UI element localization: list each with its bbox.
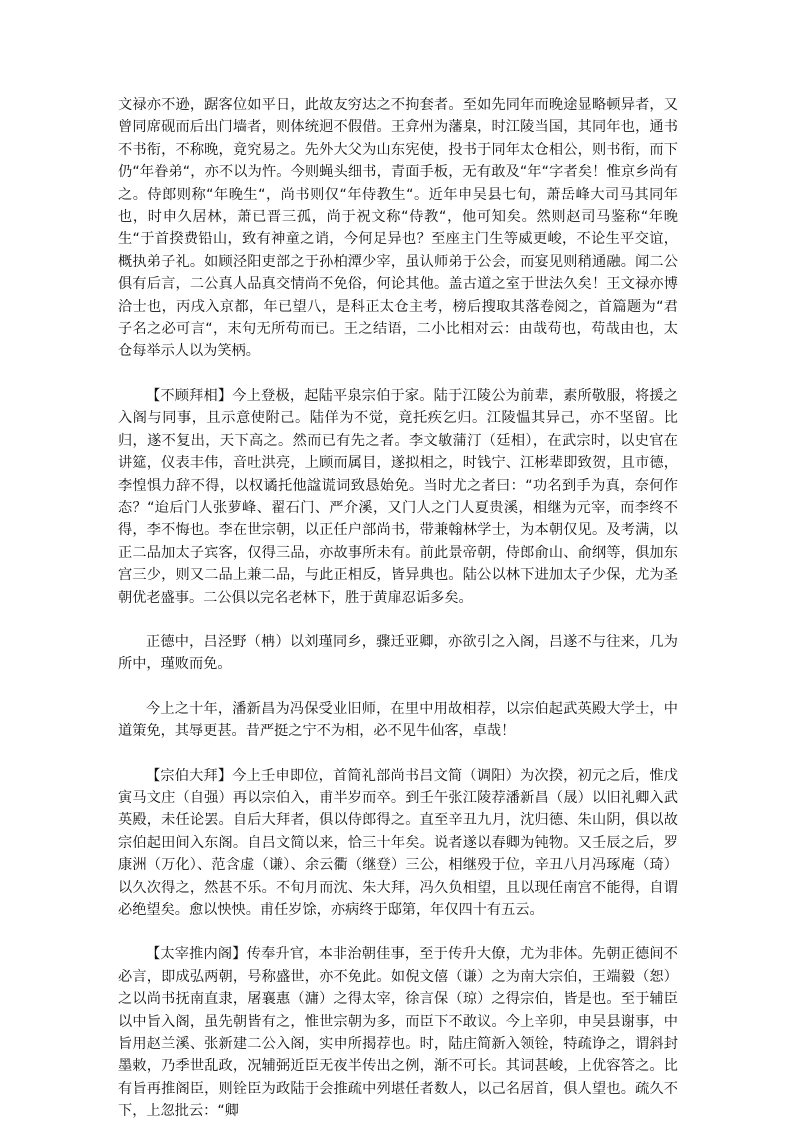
paragraph-pan-xinchang: 今上之十年，潘新昌为冯保受业旧师，在里中用故相荐，以宗伯起武英殿大学士，中道策免，其辱更甚。昔严挺之宁不为相，必不见牛仙客，卓哉！ [118,700,678,740]
paragraph-wenlu-etiquette: 文禄亦不逊，踞客位如平日，此故友穷达之不拘套者。至如先同年而晚途显略顿异者，又曾同席砚而后出门墙者，则体统迥不假借。王弇州为藩臬，时江陵当国，其同年也，通书不书衔，不称晚，竟究易之。先外大父为山东宪使，投书于同年太仓相公，则书衔，而下仍“年眷弟“，亦不以为忤。今则蝇头细书，青面手板，无有敢及“年“字者矣！惟京乡尚有之。侍郎则称“年晚生“，尚书则仅“年侍教生“。近年申吴县七旬，萧岳峰大司马其同年也，时申久居林，萧已晋三孤，尚于祝文称“侍教“，他可知矣。然则赵司马鉴称“年晚生“于首揆费铅山，致有神童之诮，今何足异也？至座主门生等威更峻，不论生平交谊，概执弟子礼。如顾泾阳吏部之于孙柏潭少宰，虽认师弟于公会，而宴见则稍通融。闻二公俱有后言，二公真人品真交情尚不免俗，何论其他。盖古道之室于世法久矣！王文禄亦博洽士也，丙戌入京都，年已望八，是科正太仓主考，榜后搜取其落卷阅之，首篇题为“君子名之必可言“，末句无所苟而已。王之结语，二小比相对云：由哉苟也，苟哉由也，太仓每举示人以为笑柄。 [118,97,678,360]
paragraph-bugu-baixiang: 【不顾拜相】今上登极，起陆平泉宗伯于家。陆于江陵公为前辈，素所敬服，将援之入阁与同事，且示意使附己。陆佯为不觉，竟托疾乞归。江陵愠其异己，亦不坚留。比归，遂不复出，天下高之。然而已有先之者。李文敏蒲汀（廷相），在武宗时，以史官在讲筵，仪表丰伟，音吐洪亮，上顾而属目，遂拟相之，时钱宁、江彬辈即致贺，且市德，李惶惧力辞不得，以权谲托他諡谎词致恳始免。当时尤之者曰：“功名到手为真，奈何作态？“迨后门人张萝峰、翟石门、严介溪，又门人之门人夏贵溪，相继为元宰，而李终不得，李不悔也。李在世宗朝，以正任户部尚书，带兼翰林学士，为本朝仅见。及考满，以正二品加太子宾客，仅得三品，亦故事所未有。前此景帝朝，侍郎俞山、俞纲等，俱加东宫三少，则又二品上兼二品，与此正相反，皆异典也。陆公以林下进加太子少保，尤为圣朝优老盛事。二公俱以完名老林下，胜于黄扉忍诟多矣。 [118,387,678,606]
document-page [118,94,678,1145]
paragraph-taizai-tuineige: 【太宰推内阁】传奉升官，本非治朝佳事，至于传升大僚，尤为非体。先朝正德间不必言，即成弘两朝，号称盛世，亦不免此。如倪文僖（谦）之为南大宗伯，王端毅（恕）之以尚书抚南直隶，屠襄惠（滽）之得太宰，徐言保（琼）之得宗伯，皆是也。至于辅臣以中旨入阁，虽先朝皆有之，惟世宗朝为多，而臣下不敢议。今上辛卯，申吴县谢事，中旨用赵兰溪、张新建二公入阁，实申所揭荐也。时，陆庄简新入领铨，特疏诤之，谓斜封墨敕，乃季世乱政，况辅弼近臣无夜半传出之例，渐不可长。其词甚峻，上优容答之。比有旨再推阁臣，则铨臣为政陆于会推疏中列堪任者数人，以己名居首，俱人望也。疏久不下，上忽批云：“卿 [118,946,678,1120]
paragraph-lv-jingye: 正德中，吕泾野（柟）以刘瑾同乡，骤迁亚卿，亦欲引之入阁，吕遂不与往来，几为所中，瑾败而免。 [118,633,678,673]
paragraph-zongbo-dabai: 【宗伯大拜】今上壬申即位，首简礼部尚书吕文简（调阳）为次揆，初元之后，惟戊寅马文庄（自强）再以宗伯入，甫半岁而卒。到壬午张江陵荐潘新昌（晟）以旧礼卿入武英殿，未任论罢。自后大拜者，俱以侍郎得之。直至辛丑九月，沈归德、朱山阴，俱以故宗伯起田间入东阁。自吕文简以来，恰三十年矣。说者遂以春卿为钝物。又壬辰之后，罗康洲（万化）、范含虚（谦）、余云衢（继登）三公，相继殁于位，辛丑八月冯琢庵（琦）以久次得之，然甚不乐。不旬月而沈、朱大拜，冯久负相望，且以现任南宫不能得，自谓必绝望矣。愈以怏怏。甫任岁馀，亦病终于邸第，年仅四十有五云。 [118,767,678,918]
